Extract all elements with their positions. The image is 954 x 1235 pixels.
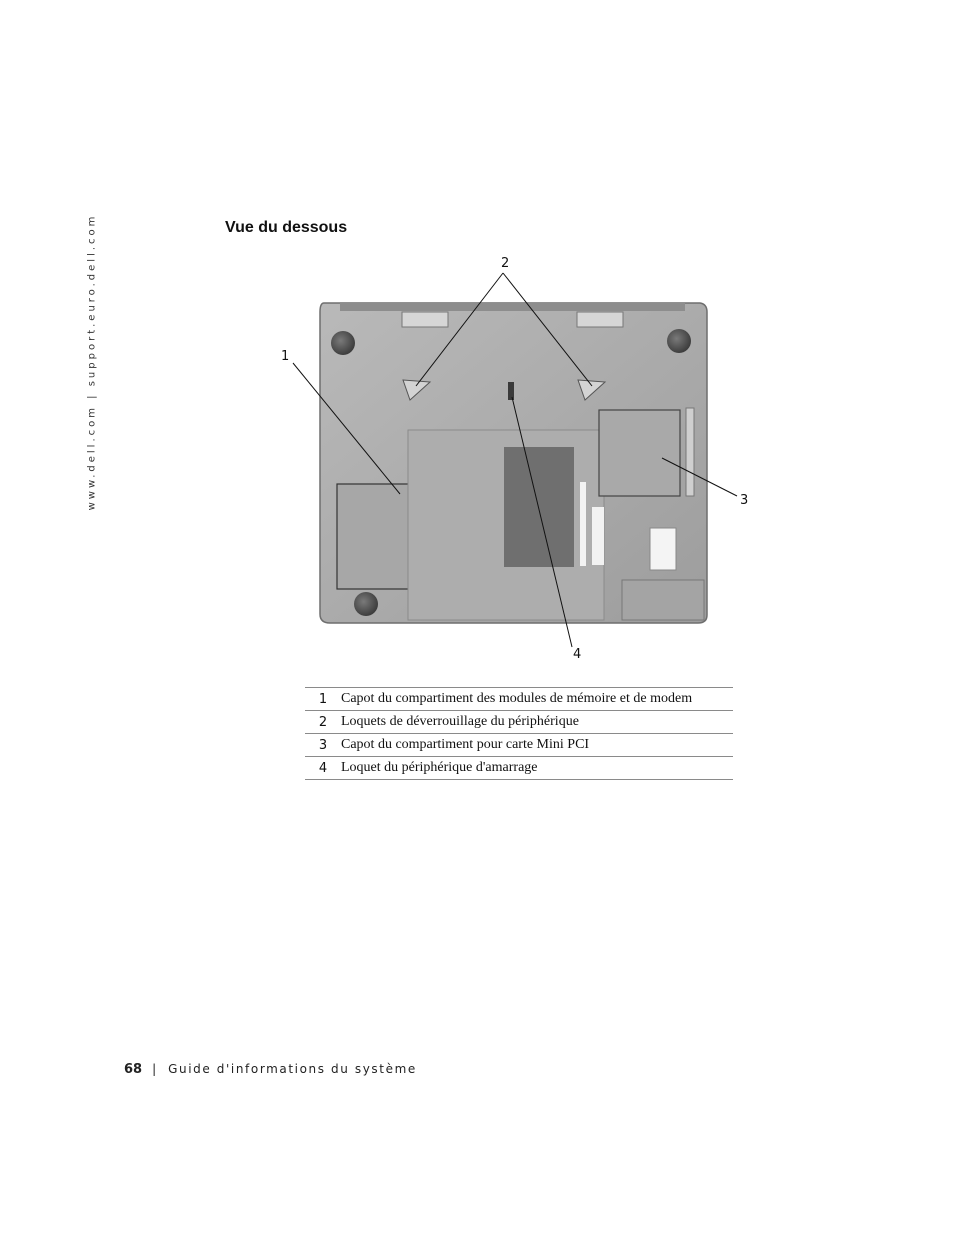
footer-document-title: Guide d'informations du système	[168, 1062, 417, 1076]
section-title: Vue du dessous	[225, 219, 348, 236]
front-module	[622, 580, 704, 620]
callout-label-3: 3	[740, 493, 749, 508]
battery-label-dark	[504, 447, 574, 567]
footer-separator: |	[152, 1062, 157, 1076]
legend-table	[305, 687, 733, 780]
legend-row	[305, 734, 733, 757]
legend-number: 4	[305, 757, 341, 780]
legend-row	[305, 757, 733, 780]
rear-tab-right	[577, 312, 623, 327]
legend-row	[305, 711, 733, 734]
callout-label-4: 4	[573, 647, 582, 662]
callout-label-2: 2	[501, 256, 510, 271]
rubber-foot	[354, 592, 378, 616]
white-label	[650, 528, 676, 570]
legend-row	[305, 688, 733, 711]
page-number: 68	[124, 1062, 143, 1077]
side-url-text: www.dell.com | support.euro.dell.com	[86, 213, 98, 511]
rear-hinge-strip	[340, 303, 685, 311]
legend-description: Capot du compartiment pour carte Mini PCI	[341, 734, 733, 757]
mini-pci-cover	[599, 410, 680, 496]
legend-number: 3	[305, 734, 341, 757]
legend-description: Capot du compartiment des modules de mémoire et de modem	[341, 688, 733, 711]
rubber-foot	[667, 329, 691, 353]
docking-latch	[508, 382, 514, 400]
rear-tab-left	[402, 312, 448, 327]
page-footer	[124, 1062, 417, 1077]
callout-label-1: 1	[281, 349, 290, 364]
label-stripe	[580, 482, 586, 566]
label-stripe	[592, 507, 604, 565]
side-rail	[686, 408, 694, 496]
legend-number: 1	[305, 688, 341, 711]
rubber-foot	[331, 331, 355, 355]
legend-description: Loquets de déverrouillage du périphérique	[341, 711, 733, 734]
legend-description: Loquet du périphérique d'amarrage	[341, 757, 733, 780]
legend-number: 2	[305, 711, 341, 734]
